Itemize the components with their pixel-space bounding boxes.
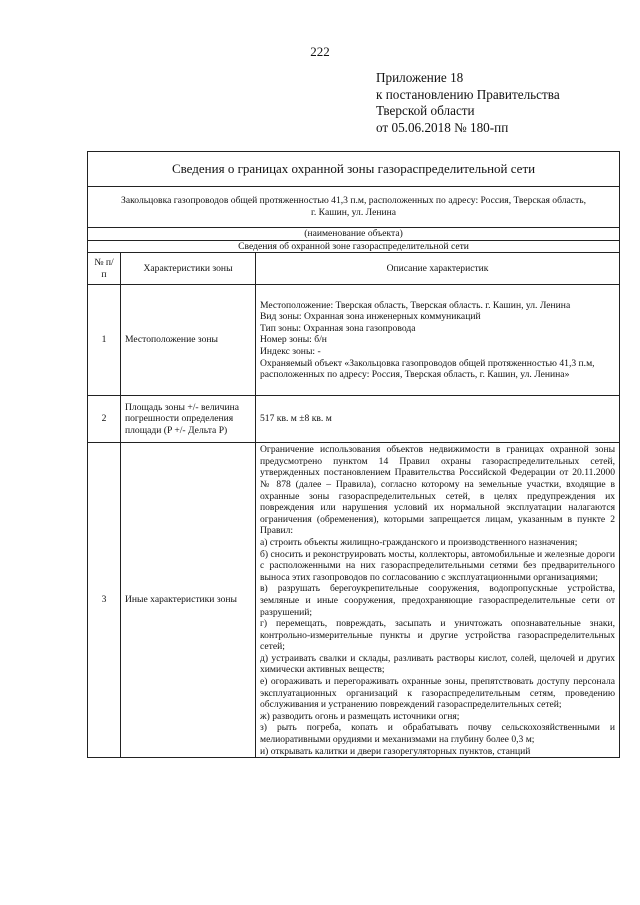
row-number: 1	[88, 285, 121, 396]
row-description	[256, 443, 620, 758]
appendix-header	[376, 70, 560, 136]
appendix-line: Тверской области	[376, 103, 475, 118]
object-name: Закольцовка газопроводов общей протяженностью 41,3 п.м, расположенных по адресу: Россия, Тверская область, г. Кашин, ул. Ленина	[88, 187, 620, 228]
column-header-num: № п/п	[88, 253, 121, 285]
table-row	[88, 443, 620, 758]
desc-paragraph: б) сносить и реконструировать мосты, коллекторы, автомобильные и железные дороги с расположенными на них газораспределительными сетями без предварительного выноса этих газопроводов по согласованию с эксплуатационными организациями;	[260, 548, 616, 583]
table-title: Сведения о границах охранной зоны газораспределительной сети	[88, 152, 620, 187]
desc-paragraph: а) строить объекты жилищно-гражданского и производственного назначения;	[260, 536, 578, 548]
section-header: Сведения об охранной зоне газораспределительной сети	[88, 240, 620, 253]
desc-paragraph: д) устраивать свалки и склады, разливать растворы кислот, солей, щелочей и других химически активных веществ;	[260, 652, 616, 676]
desc-line: Охраняемый объект «Закольцовка газопроводов общей протяженностью 41,3 п.м, расположенных по адресу: Россия, Тверская область, г. Кашин, ул. Ленина»	[260, 357, 595, 381]
desc-paragraph: ж) разводить огонь и размещать источники огня;	[260, 710, 460, 722]
desc-paragraph: г) перемещать, повреждать, засыпать и уничтожать опознавательные знаки, контрольно-измерительные пункты и другие устройства газораспределительных сетей;	[260, 618, 616, 653]
column-header-characteristic: Характеристики зоны	[121, 253, 256, 285]
desc-paragraph: Ограничение использования объектов недвижимости в границах охранной зоны предусмотрено пунктом 14 Правил охраны газораспределительных сетей, утвержденных постановлением Правительства Российской Федерации от 20.11.2000 № 878 (далее – Правила), согласно которому на земельные участки, входящие в охранные зоны газораспределительных сетей, в целях предупреждения их повреждения или нарушения условий их нормальной эксплуатации налагаются ограничения (обременения), которыми запрещается лицам, указанным в пункте 2 Правил:	[260, 444, 616, 537]
zone-info-table	[87, 151, 620, 758]
page-number: 222	[310, 44, 330, 59]
desc-paragraph: и) открывать калитки и двери газорегуляторных пунктов, станций	[260, 745, 531, 757]
desc-line: Номер зоны: б/н	[260, 334, 327, 346]
object-caption: (наименование объекта)	[88, 228, 620, 241]
appendix-line: Приложение 18	[376, 70, 464, 85]
table-row	[88, 285, 620, 396]
desc-paragraph: е) огораживать и перегораживать охранные зоны, препятствовать доступу персонала эксплуатационных организаций к газораспределительным сетям, проведению обслуживания и устранению повреждений газораспределительных сетей;	[260, 676, 616, 711]
row-characteristic: Местоположение зоны	[121, 285, 256, 396]
appendix-line: от 05.06.2018 № 180-пп	[376, 119, 509, 135]
row-description: 517 кв. м ±8 кв. м	[256, 396, 620, 443]
row-characteristic: Площадь зоны +/- величина погрешности определения площади (P +/- Дельта P)	[121, 396, 256, 443]
desc-line: Вид зоны: Охранная зона инженерных коммуникаций	[260, 311, 481, 323]
row-description	[256, 285, 620, 396]
desc-paragraph: в) разрушать берегоукрепительные сооружения, водопропускные устройства, земляные и иные сооружения, предохраняющие газораспределительные сети от разрушений;	[260, 583, 616, 618]
appendix-line: к постановлению Правительства	[376, 86, 560, 102]
row-characteristic: Иные характеристики зоны	[121, 443, 256, 758]
table-row	[88, 396, 620, 443]
desc-line: Местоположение: Тверская область, Тверская область. г. Кашин, ул. Ленина	[260, 299, 571, 311]
row-number: 3	[88, 443, 121, 758]
row-number: 2	[88, 396, 121, 443]
desc-line: Индекс зоны: -	[260, 345, 321, 357]
desc-line: Тип зоны: Охранная зона газопровода	[260, 322, 416, 334]
desc-paragraph: з) рыть погреба, копать и обрабатывать почву сельскохозяйственными и мелиоративными орудиями и механизмами на глубину более 0,3 м;	[260, 722, 616, 746]
column-header-description: Описание характеристик	[256, 253, 620, 285]
